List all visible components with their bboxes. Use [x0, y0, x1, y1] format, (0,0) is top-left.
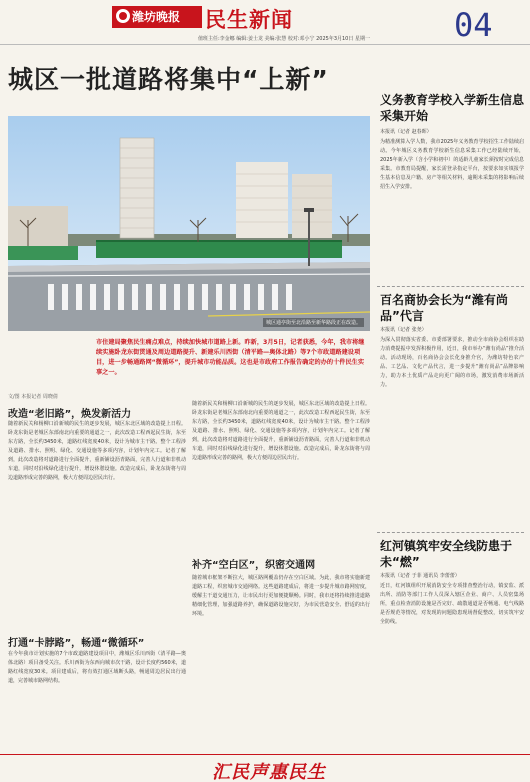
street-photo-illustration — [8, 116, 370, 331]
sidebar-headline: 百名商协会长为“潍有尚品”代言 — [380, 293, 508, 323]
news-photo — [8, 116, 370, 331]
logo-ring-icon — [116, 9, 130, 23]
sidebar-byline: 本报讯（记者 于菲 通讯员 李蕾蕾） — [380, 573, 460, 579]
sidebar-headline: 红河镇筑牢安全线防患于未“燃” — [380, 539, 513, 569]
section-heading: 改造“老旧路”，焕发新活力 — [8, 409, 132, 420]
page-number: 04 — [454, 6, 493, 44]
section-title: 民生新闻 — [205, 8, 293, 32]
section-body: 随着城市框架不断拉大，城区路网覆盖仍存在空白区域。为此，我市将实施新建道路工程，织密城市交通网络。这些道路建成后，将进一步提升城市路网密度，缓解主干道交通压力，让市民出行更加便捷顺畅。同时，我市还将持续推进道路精细化管理，加强道路养护，确保道路设施完好，为市民营造安全、舒适的出行环境。 — [192, 575, 370, 617]
section-heading: 补齐“空白区”，织密交通网 — [192, 560, 316, 571]
editorial-meta: 值班主任:李金娜 编辑:姜士龙 美编:张慧 校对:邓小宁 2025年3月10日 星期一 — [198, 36, 370, 42]
masthead — [0, 0, 530, 50]
section-body: 在今年我市计划实施的7个市政道路建设项目中，潍城区乐川西街（清平路—奥体北路）项目备受关注。乐川西街为东西向城市次干路，设计长度约560米，道路红线宽度30米。项目建成后，将有效打通区域断头路，畅通周边居民出行通道，完善城市路网结构。 — [8, 651, 186, 684]
sidebar-body: 为精准测算入学人数，我市2025年义务教育学校招生工作陆续启动。今年城区义务教育学校新生信息采集工作已经陆续开始，2025年新入学（含小学和初中）的适龄儿童家长须按时完成信息采集。市教育局提醒，家长需登录指定平台，按要求如实填报学生基本信息及户籍、房产等相关材料，逾期未采集的将影响后续招生入学安排。 — [380, 139, 524, 190]
section-heading: 打通“卡脖路”，畅通“微循环” — [8, 638, 145, 649]
footer-rule — [0, 754, 530, 755]
footer-logo: 汇民声惠民生 — [212, 762, 326, 782]
photo-caption: 城区通亭街至北沿路至新华路段正在改造。 — [263, 318, 364, 327]
sidebar-headline: 义务教育学校入学新生信息采集开始 — [380, 93, 525, 123]
sidebar-divider — [377, 532, 524, 533]
section-body: 随着新民关和杨柳口沿新城的民生的逐步发展，城区东北区域的改造提上日程。卧龙东街是老城区东部南北向重要的通道之一，此次改造工程西起民生街，东至东方路，全长约3450米，道路红线宽度40米，设计为城市主干路。整个工程涉及道路、排水、照明、绿化、交通设施等多项内容，计划年内完工。记者了解到，此次改造将对道路进行全面提升，重新铺设沥青路面，完善人行道和非机动车道，同时对沿线绿化进行提升，增设休憩设施。改造完成后，卧龙东街将与周边道路形成完善的路网，极大方便周边居民出行。 — [8, 421, 186, 481]
sidebar-byline: 本报讯（记者 张尧） — [380, 327, 427, 333]
main-headline: 城区一批道路将集中“上新” — [8, 65, 329, 94]
article-byline: 文/图 本报记者 周晓倩 — [8, 394, 58, 400]
sidebar-body: 为深入贯彻落实省委、市委部署要求，推动全市商协会组织在助力消费提振中发挥积极作用，近日，我市举办“潍有尚品”推介活动。活动现场，百名商协会会长化身推介官，为潍坊特色农产品、工艺品、文化产品代言，进一步提升“潍有尚品”品牌影响力，助力本土优质产品走向更广阔的市场，激发消费市场新活力。 — [380, 337, 524, 388]
sidebar-divider — [377, 286, 524, 287]
sidebar-body: 近日，红河镇组织开展消防安全专项排查整治行动，镇安监、派出所、消防等部门工作人员深入辖区企业、商户、人员密集场所，重点检查消防设施是否完好、疏散通道是否畅通、电气线路是否规范等情况，对发现的问题隐患现场督促整改，切实筑牢安全防线。 — [380, 583, 524, 625]
sidebar-byline: 本报讯（记者 赵春晖） — [380, 129, 432, 135]
lead-paragraph: 市住建局聚焦民生痛点难点，持续加快城市道路上新。昨新，3月5日，记者获悉，今年，我市将继续实施卧龙东街贯通及周边道路提升、新建乐川西街（清平路—奥体北路）等7个市政道路建设项目，进一步畅通路网“微循环”，提升城市功能品质。这也是市政府工作报告确定的办的十件民生实事之一。 — [96, 339, 365, 376]
masthead-divider — [0, 44, 530, 45]
section-body-continued: 随着新民关和杨柳口沿新城的民生的逐步发展，城区东北区域的改造提上日程。卧龙东街是老城区东部南北向重要的通道之一，此次改造工程西起民生街，东至东方路，全长约3450米，道路红线宽度40米，设计为城市主干路。整个工程涉及道路、排水、照明、绿化、交通设施等多项内容，计划年内完工。记者了解到，此次改造将对道路进行全面提升，重新铺设沥青路面，完善人行道和非机动车道，同时对沿线绿化进行提升，增设休憩设施。改造完成后，卧龙东街将与周边道路形成完善的路网，极大方便周边居民出行。 — [192, 401, 370, 461]
logo-text: 潍坊晚报 — [132, 10, 181, 24]
